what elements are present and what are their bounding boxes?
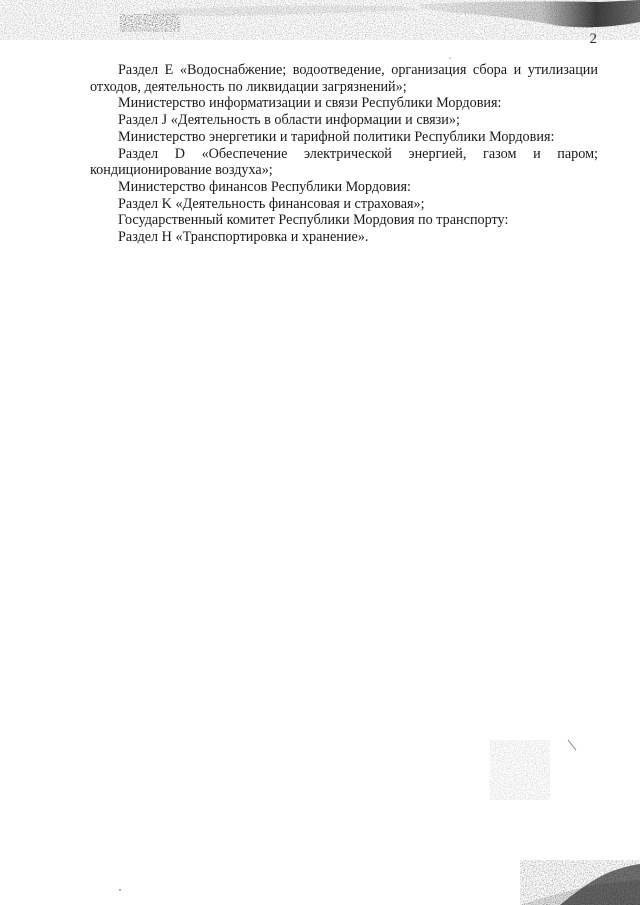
- bottom-corner-smudge: [520, 860, 640, 905]
- paragraph-section-k: Раздел K «Деятельность финансовая и страховая»;: [118, 195, 425, 212]
- paragraph-section-j: Раздел J «Деятельность в области информации и связи»;: [118, 112, 460, 129]
- paragraph-section-h: Раздел H «Транспортировка и хранение».: [118, 229, 369, 246]
- document-body: [90, 62, 598, 246]
- paragraph-ministry-energy: Министерство энергетики и тарифной политики Республики Мордовия:: [118, 128, 555, 145]
- page-number: 2: [589, 31, 597, 47]
- paragraph-section-e: Раздел E «Водоснабжение; водоотведение, организация сбора и утилизации отходов, деятельность по ликвидации загрязнений»;: [90, 62, 598, 95]
- paragraph-section-d: Раздел D «Обеспечение электрической энергией, газом и паром; кондиционирование воздуха»;: [90, 145, 598, 179]
- paragraph-ministry-finance: Министерство финансов Республики Мордовия:: [118, 178, 411, 195]
- paragraph-ministry-informatization: Министерство информатизации и связи Республики Мордовия:: [118, 95, 502, 112]
- top-edge-smudge: [0, 0, 640, 40]
- paragraph-transport-committee: Государственный комитет Республики Мордовия по транспорту:: [118, 212, 509, 229]
